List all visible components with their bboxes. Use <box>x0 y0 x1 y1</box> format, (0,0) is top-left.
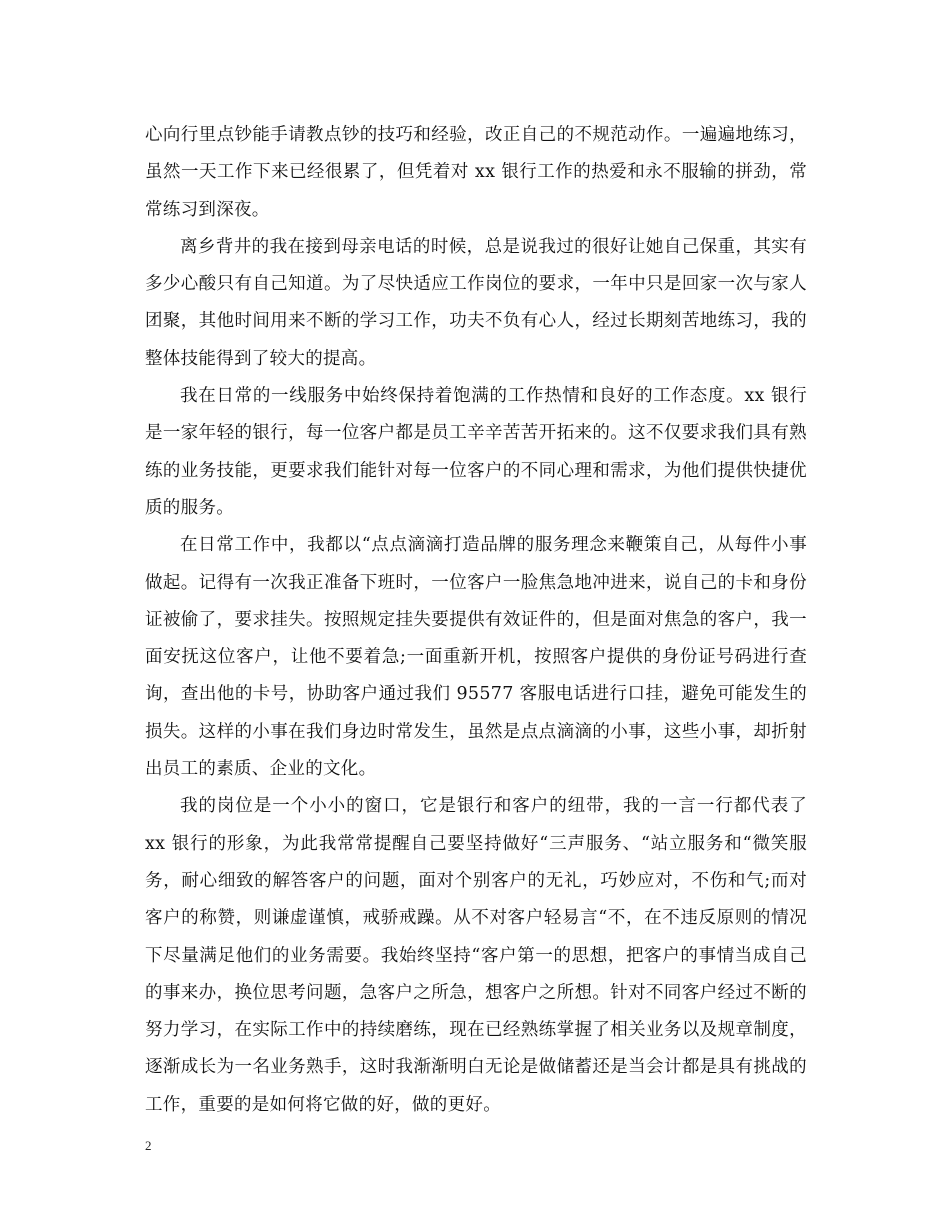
paragraph-3: 我在日常的一线服务中始终保持着饱满的工作热情和良好的工作态度。xx 银行是一家年轻的银行，每一位客户都是员工辛辛苦苦开拓来的。这不仅要求我们具有熟练的业务技能，更要求我们能针对每一位客户的不同心理和需求，为他们提供快捷优质的服务。 <box>145 386 807 518</box>
paragraph-5: 我的岗位是一个小小的窗口，它是银行和客户的纽带，我的一言一行都代表了 xx 银行的形象，为此我常常提醒自己要坚持做好“三声服务、“站立服务和“微笑服务，耐心细致的解答客户的问题，面对个别客户的无礼，巧妙应对，不伤和气;而对客户的称赞，则谦虚谨慎，戒骄戒躁。从不对客户轻易言“不，在不违反原则的情况下尽量满足他们的业务需要。我始终坚持“客户第一的思想，把客户的事情当成自己的事来办，换位思考问题，急客户之所急，想客户之所想。针对不同客户经过不断的努力学习，在实际工作中的持续磨练，现在已经熟练掌握了相关业务以及规章制度，逐渐成长为一名业务熟手，这时我渐渐明白无论是做储蓄还是当会计都是具有挑战的工作，重要的是如何将它做的好，做的更好。 <box>145 796 807 1115</box>
paragraph-2: 离乡背井的我在接到母亲电话的时候，总是说我过的很好让她自己保重，其实有多少心酸只有自己知道。为了尽快适应工作岗位的要求，一年中只是回家一次与家人团聚，其他时间用来不断的学习工作，功夫不负有心人，经过长期刻苦地练习，我的整体技能得到了较大的提高。 <box>145 236 807 369</box>
page-number: 2 <box>145 1138 152 1153</box>
paragraph-1: 心向行里点钞能手请教点钞的技巧和经验，改正自己的不规范动作。一遍遍地练习，虽然一天工作下来已经很累了，但凭着对 xx 银行工作的热爱和永不服输的拼劲，常常练习到深夜。 <box>145 125 807 220</box>
document-body <box>145 117 807 1124</box>
paragraph-4: 在日常工作中，我都以“点点滴滴打造品牌的服务理念来鞭策自己，从每件小事做起。记得有一次我正准备下班时，一位客户一脸焦急地冲进来，说自己的卡和身份证被偷了，要求挂失。按照规定挂失要提供有效证件的，但是面对焦急的客户，我一面安抚这位客户，让他不要着急;一面重新开机，按照客户提供的身份证号码进行查询，查出他的卡号，协助客户通过我们 95577 客服电话进行口挂，避免可能发生的损失。这样的小事在我们身边时常发生，虽然是点点滴滴的小事，这些小事，却折射出员工的素质、企业的文化。 <box>145 535 807 780</box>
